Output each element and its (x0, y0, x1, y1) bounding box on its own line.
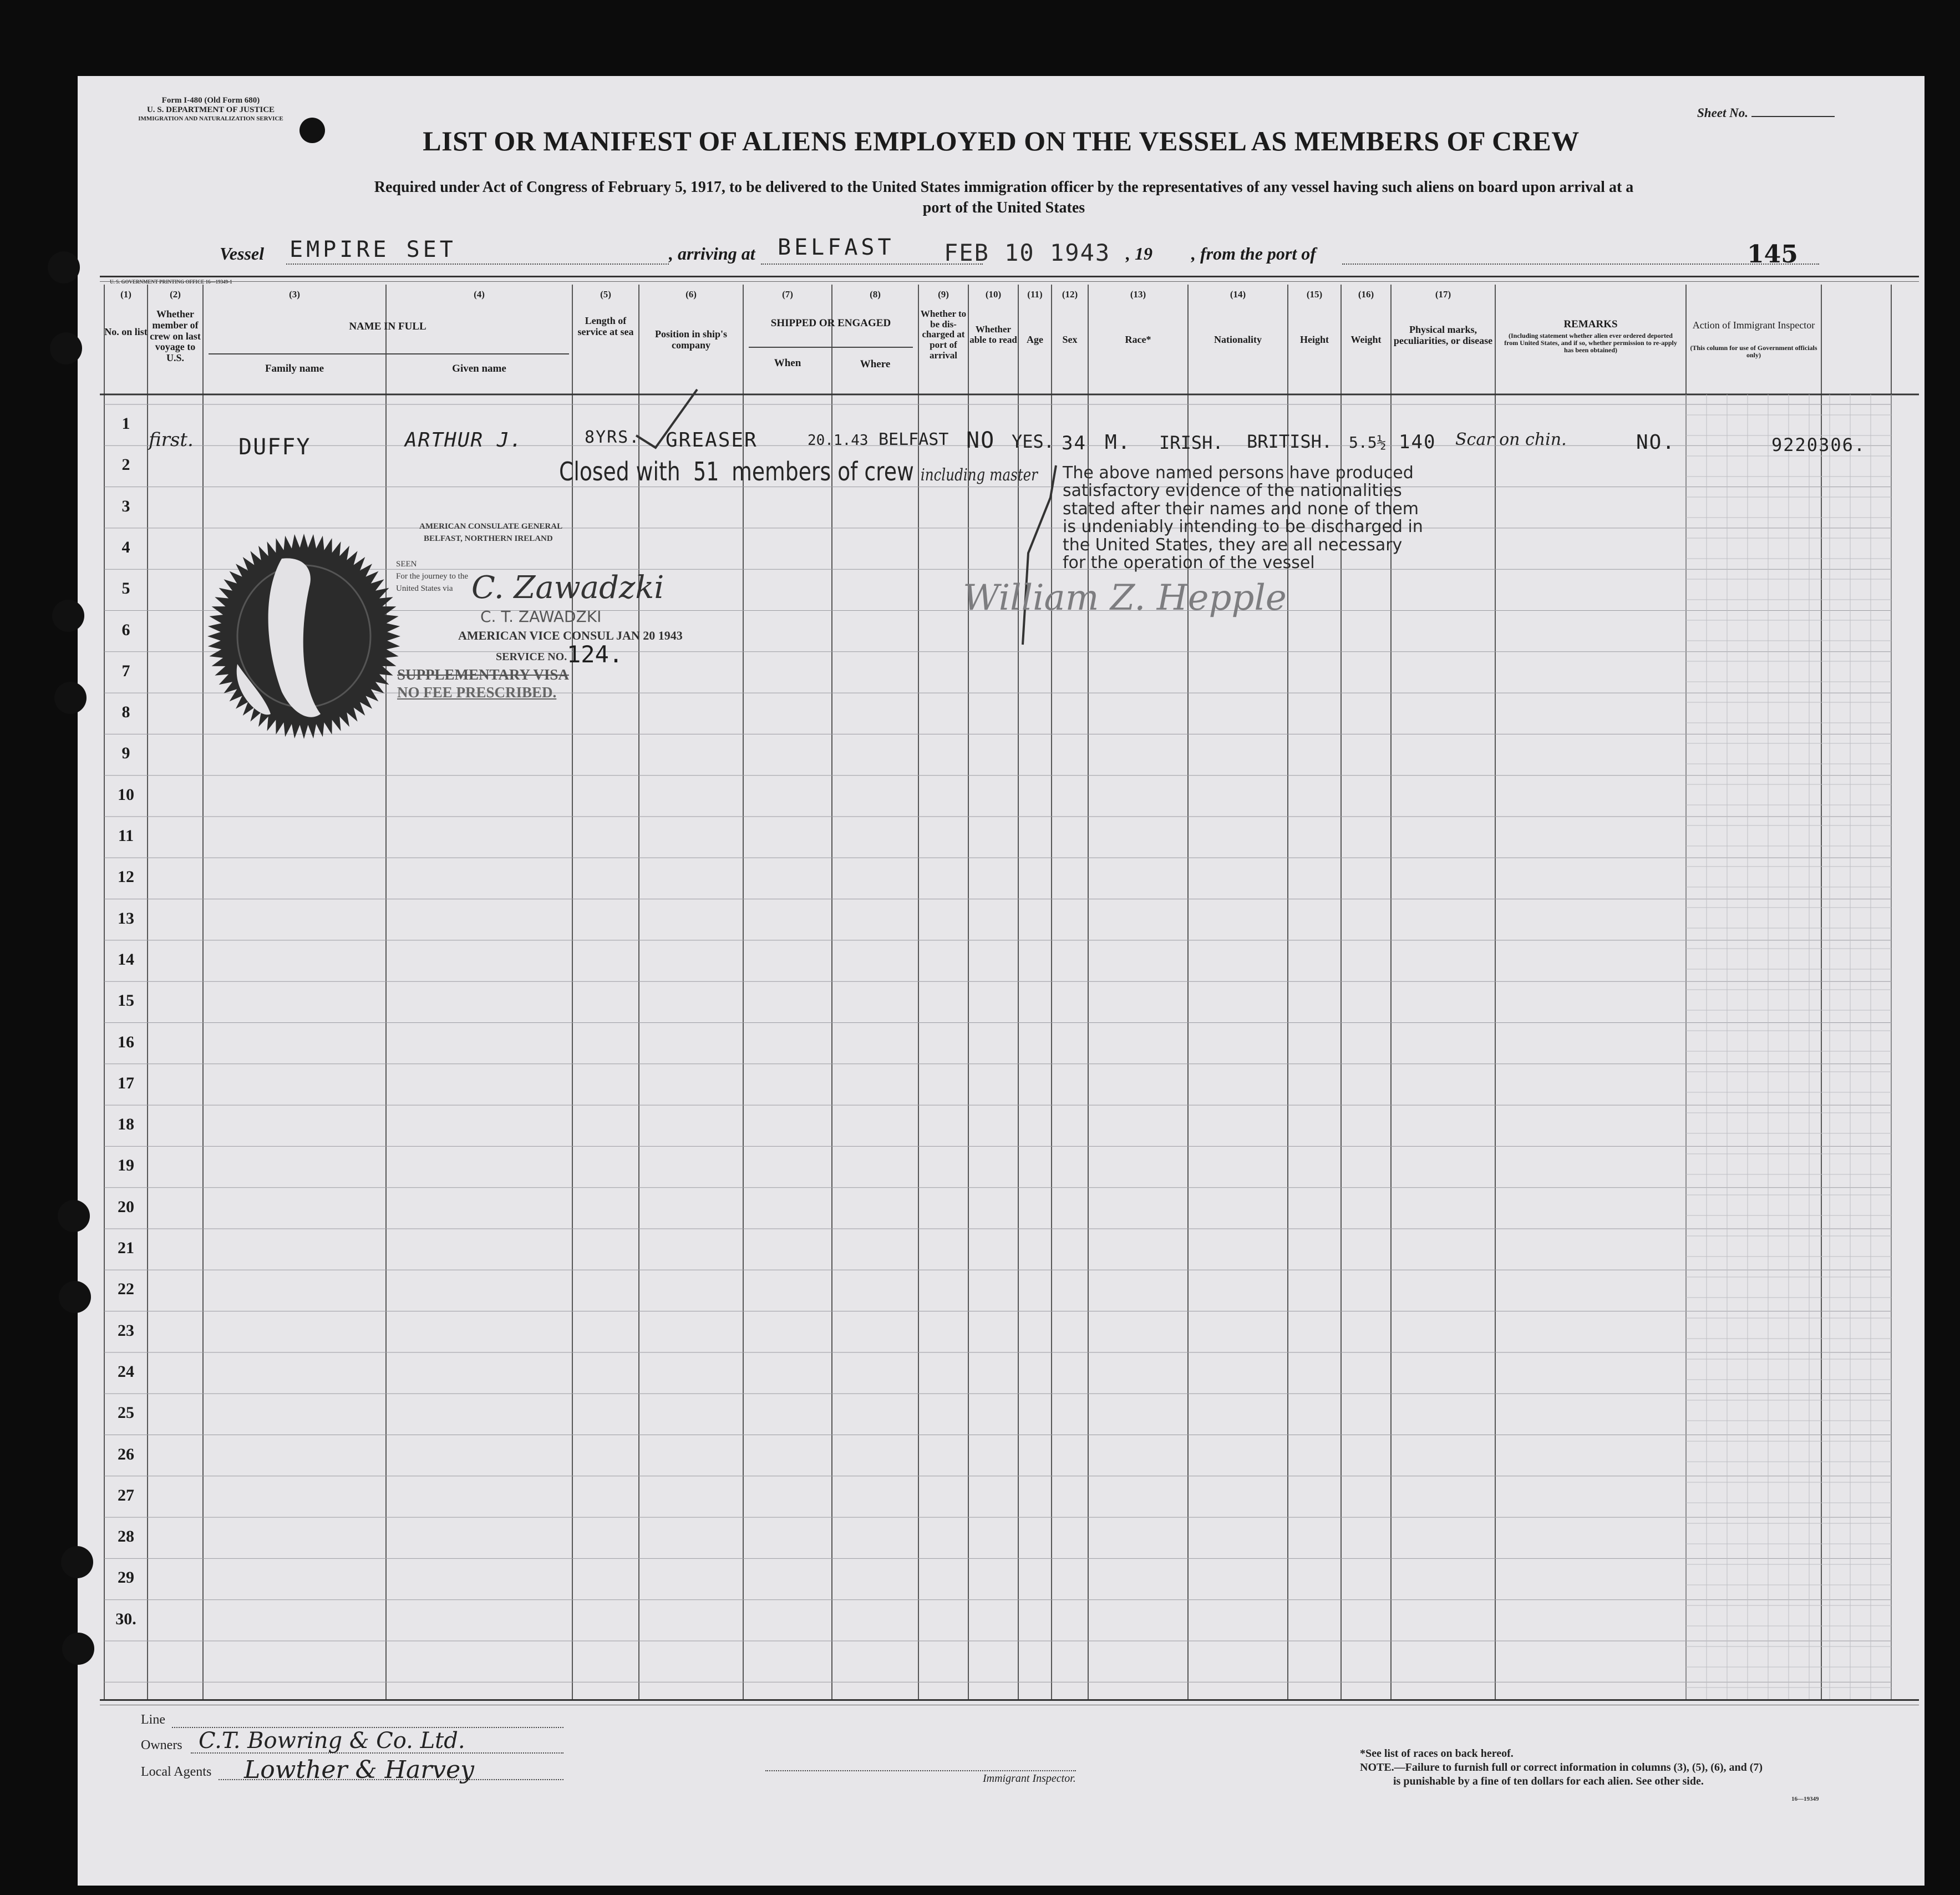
row-number: 5 (121, 579, 130, 598)
column-number: (14) (1230, 289, 1246, 300)
col-header-discharged: Whether to be dis- charged at port of arrival (920, 308, 967, 361)
cell-discharged: NO (966, 428, 996, 453)
row-number: 29 (118, 1568, 134, 1587)
row-number: 13 (118, 909, 134, 928)
closed-prefix: Closed with (559, 457, 681, 487)
column-number: (12) (1062, 289, 1078, 300)
row-number: 16 (118, 1032, 134, 1051)
column-number: (1) (120, 289, 131, 300)
inspector-label: Immigrant Inspector. (983, 1772, 1076, 1785)
closed-handwritten: including master (920, 465, 1038, 485)
note-line-2: is punishable by a fine of ten dollars for each alien. See other side. (1393, 1775, 1704, 1787)
cell-height: 5.5½ (1349, 433, 1387, 452)
pen-stroke (1017, 464, 1062, 647)
cell-given-name: ARTHUR J. (405, 429, 524, 452)
certification-line: for the operation of the vessel (1063, 553, 1315, 572)
inspector-note: (This column for use of Government officials only) (1690, 344, 1817, 359)
certification-line: the United States, they are all necessary (1063, 535, 1403, 555)
row-number: 28 (118, 1527, 134, 1546)
col-header-position: Position in ship's company (654, 328, 728, 351)
stamp-journey-1: For the journey to the (396, 572, 468, 581)
col-header-service: Length of service at sea (577, 315, 634, 337)
certification-line: is undeniably intending to be discharged in (1063, 517, 1423, 537)
cell-nationality: BRITISH. (1247, 431, 1333, 452)
row-number: 23 (118, 1321, 134, 1340)
sub-header-when: When (774, 357, 801, 369)
row-number: 14 (118, 950, 134, 969)
footer-agents-label: Local Agents (141, 1765, 212, 1779)
column-number: (4) (474, 289, 485, 300)
col-header-marks: Physical marks, peculiarities, or disease (1393, 324, 1493, 346)
row-number: 1 (121, 414, 130, 433)
stamp-fee: NO FEE PRESCRIBED. (397, 684, 557, 701)
punch-hole (48, 251, 80, 283)
name-divider (209, 353, 569, 354)
col-header-height: Height (1300, 334, 1329, 345)
vessel-name: EMPIRE SET (290, 237, 456, 262)
subtitle-line-1: Required under Act of Congress of February 5, 1917, to be delivered to the United States immigration officer by the representatives of any vessel having such aliens on board upon arrival at a (374, 179, 1634, 196)
page-number: 145 (1747, 240, 1798, 268)
form-number: Form I-480 (Old Form 680) (161, 96, 260, 105)
remarks-note: (Including statement whether alien ever ordered deported from United States, and if so, whether permission to re-apply has been obtained) (1504, 332, 1677, 354)
cell-race: IRISH. (1159, 432, 1223, 453)
column-number: (11) (1027, 289, 1043, 300)
cell-inspector: 9220306. (1771, 434, 1866, 455)
row-number: 24 (118, 1362, 134, 1381)
footer-owners-label: Owners (141, 1738, 182, 1752)
row-number: 11 (118, 827, 134, 845)
cell-remarks: NO. (1636, 431, 1676, 454)
row-number: 22 (118, 1280, 134, 1299)
col-header-read: Whether able to read (969, 324, 1017, 345)
column-number: (17) (1435, 289, 1451, 300)
cell-where: BELFAST (879, 430, 949, 449)
arriving-label: , arriving at (669, 244, 755, 264)
stamp-name: C. T. ZAWADZKI (480, 607, 602, 626)
cell-service: 8YRS. (585, 428, 641, 447)
stamp-visa: SUPPLEMENTARY VISA (397, 666, 569, 683)
cell-read: YES. (1012, 431, 1055, 452)
cell-weight: 140 (1399, 431, 1436, 453)
col-header-last-voyage: Whether member of crew on last voyage to U.S. (150, 308, 201, 364)
row-number: 10 (118, 785, 134, 804)
col-header-inspector: Action of Immigrant Inspector (1692, 320, 1815, 331)
stamp-seen: SEEN (396, 560, 417, 569)
column-number: (13) (1130, 289, 1146, 300)
stamp-line-1: AMERICAN CONSULATE GENERAL (419, 522, 563, 531)
footer-rule (100, 1699, 1919, 1701)
row-number: 25 (118, 1403, 134, 1422)
printer-line: U. S. GOVERNMENT PRINTING OFFICE 16—19349-1 (110, 279, 232, 285)
col-header-weight: Weight (1350, 334, 1382, 345)
certification-line: The above named persons have produced (1063, 463, 1414, 483)
row-number: 4 (121, 538, 130, 556)
col-header-sex: Sex (1062, 334, 1078, 345)
row-number: 17 (118, 1073, 134, 1092)
arriving-port: BELFAST (778, 235, 895, 260)
vessel-label: Vessel (220, 244, 264, 264)
stamp-service-value: 124. (567, 641, 623, 668)
manifest-sheet (78, 76, 1925, 1886)
cell-when: 20.1.43 (808, 432, 869, 449)
stamp-line-2: BELFAST, NORTHERN IRELAND (424, 534, 553, 543)
page-title: LIST OR MANIFEST OF ALIENS EMPLOYED ON THE VESSEL AS MEMBERS OF CREW (423, 125, 1580, 156)
department: U. S. DEPARTMENT OF JUSTICE (146, 105, 275, 115)
arrival-date-stamp: FEB 10 1943 (944, 239, 1111, 266)
certification-signature: William Z. Hepple (963, 577, 1287, 619)
column-number: (7) (782, 289, 793, 300)
col-header-age: Age (1027, 334, 1043, 345)
column-number: (8) (870, 289, 881, 300)
cell-last-voyage: first. (149, 429, 194, 451)
column-number: (15) (1306, 289, 1323, 300)
row-number: 21 (118, 1239, 134, 1257)
stamp-signature: C. Zawadzki (471, 570, 664, 606)
closed-suffix: members of crew (732, 457, 914, 487)
sub-header-where: Where (860, 358, 891, 370)
certification-line: stated after their names and none of them (1063, 499, 1419, 519)
footer-owners-value: C.T. Bowring & Co. Ltd. (199, 1728, 465, 1754)
row-number: 19 (118, 1156, 134, 1175)
column-number: (10) (985, 289, 1002, 300)
check-mark (633, 387, 700, 453)
stamp-title-date: AMERICAN VICE CONSUL JAN 20 1943 (458, 629, 683, 642)
sheet-no-label: Sheet No. (1697, 106, 1748, 120)
row-number: 12 (118, 868, 134, 886)
row-number: 18 (118, 1115, 134, 1134)
certification-block (1063, 464, 1423, 572)
row-number: 3 (121, 496, 130, 515)
cell-position: GREASER (666, 429, 758, 452)
races-note: *See list of races on back hereof. (1360, 1747, 1514, 1760)
row-number: 2 (121, 455, 130, 474)
closed-note (559, 457, 1038, 487)
form-code: 16—19349 (1791, 1796, 1819, 1802)
consulate-seal (199, 525, 409, 747)
shipped-divider (749, 347, 913, 348)
sub-header-family-name: Family name (265, 363, 324, 374)
column-number: (6) (686, 289, 697, 300)
service: IMMIGRATION AND NATURALIZATION SERVICE (138, 115, 283, 122)
row-number: 26 (118, 1445, 134, 1463)
inspector-signature-line (765, 1770, 1076, 1771)
footer-notes (1360, 1747, 1763, 1788)
footer-agents-value: Lowther & Harvey (244, 1756, 474, 1784)
col-header-name: NAME IN FULL (349, 321, 426, 332)
footer-line-label: Line (141, 1712, 165, 1727)
cell-age: 34 (1062, 432, 1086, 454)
cell-family-name: DUFFY (238, 434, 311, 460)
year-label: , 19 (1126, 244, 1152, 264)
certification-line: satisfactory evidence of the nationalities (1063, 481, 1402, 501)
row-number: 8 (121, 703, 130, 722)
cell-sex: M. (1105, 431, 1131, 454)
row-number: 20 (118, 1197, 134, 1216)
row-number: 30. (115, 1609, 136, 1628)
subtitle-line-2: port of the United States (922, 199, 1085, 216)
note-line-1: NOTE.—Failure to furnish full or correct information in columns (3), (5), (6), and (7) (1360, 1761, 1763, 1774)
cell-marks: Scar on chin. (1455, 430, 1567, 449)
row-number: 9 (121, 744, 130, 763)
stamp-journey-2: United States via (396, 584, 453, 593)
col-header-shipped: SHIPPED OR ENGAGED (770, 317, 891, 329)
stamp-service-label: SERVICE NO. (496, 651, 567, 663)
from-label: , from the port of (1191, 244, 1316, 264)
col-header-remarks: REMARKS (1563, 318, 1618, 330)
row-number: 15 (118, 991, 134, 1010)
row-number: 6 (121, 620, 130, 639)
sub-header-given-name: Given name (452, 363, 506, 374)
col-header-nationality: Nationality (1213, 334, 1262, 345)
column-number: (9) (938, 289, 949, 300)
col-header-race: Race* (1125, 334, 1151, 345)
column-number: (3) (289, 289, 300, 300)
col-header-no: No. on list (104, 326, 148, 337)
row-number: 7 (121, 661, 130, 680)
column-number: (16) (1358, 289, 1374, 300)
column-number: (5) (600, 289, 611, 300)
closed-count: 51 (693, 457, 719, 487)
row-number: 27 (118, 1486, 134, 1504)
column-number: (2) (170, 289, 181, 300)
